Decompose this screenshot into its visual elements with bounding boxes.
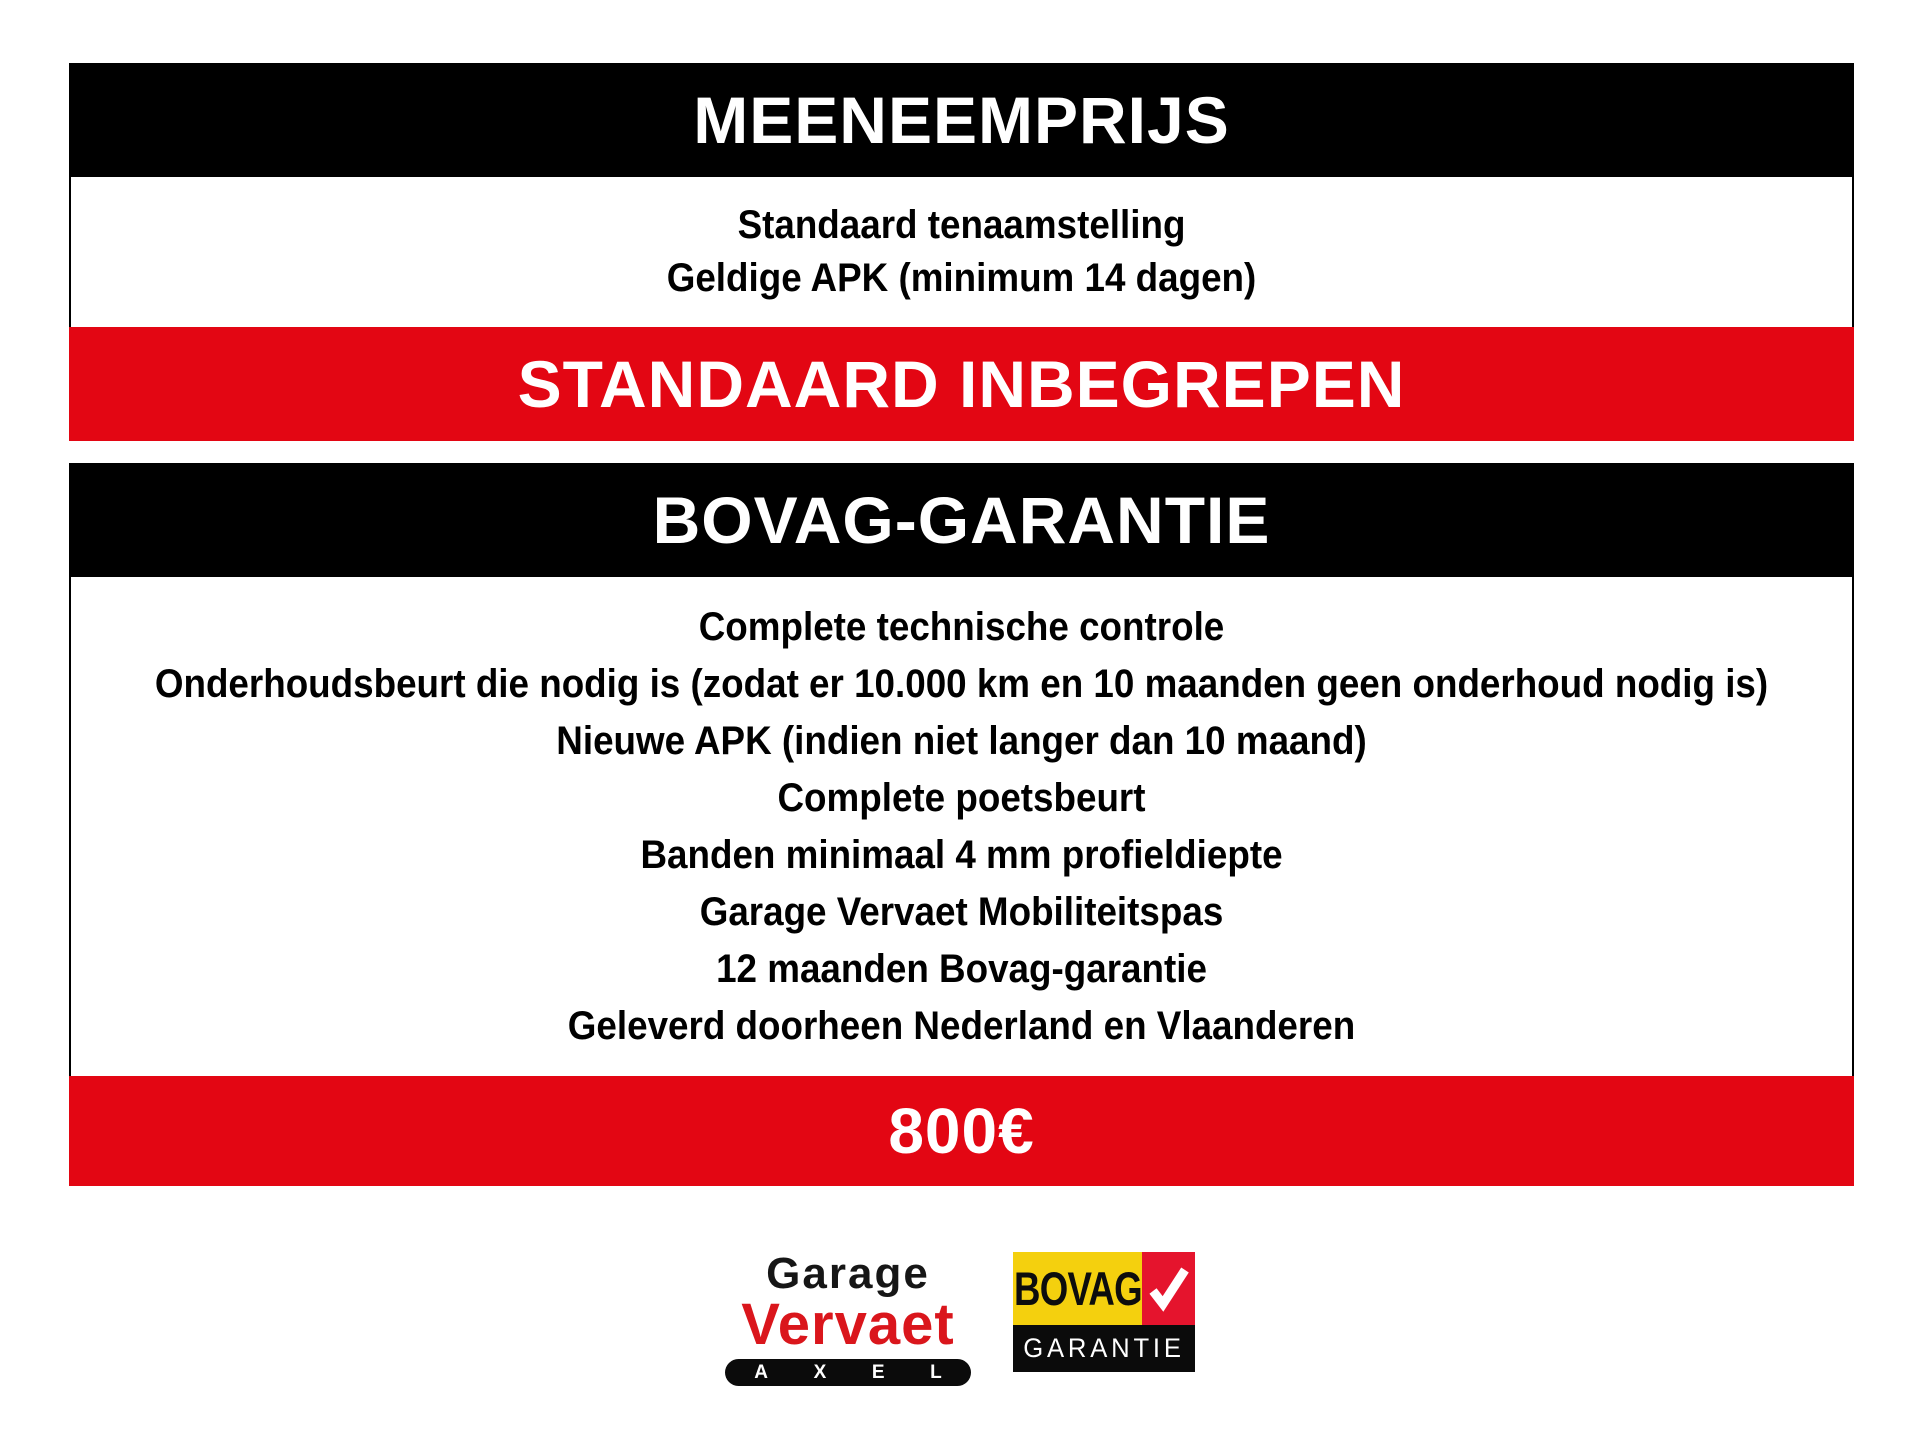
bovag-garantie-logo <box>1013 1252 1195 1372</box>
list-item: Complete poetsbeurt <box>777 775 1146 820</box>
list-item: Geleverd doorheen Nederland en Vlaanderen <box>567 1003 1356 1048</box>
bovag-garantie-title: BOVAG-GARANTIE <box>652 483 1271 557</box>
list-item: Complete technische controle <box>698 604 1225 649</box>
bovag-garantie-body <box>69 577 1854 1076</box>
meeneemprijs-section <box>69 63 1854 441</box>
bovag-garantie-section <box>69 463 1854 1186</box>
garage-vervaet-logo <box>725 1249 988 1386</box>
standaard-inbegrepen-banner <box>69 327 1854 441</box>
bovag-logo-top <box>1013 1252 1195 1325</box>
bovag-wordmark: BOVAG <box>1013 1262 1142 1315</box>
meeneemprijs-body <box>69 177 1854 327</box>
checkmark-icon <box>1148 1264 1190 1314</box>
bovag-garantie-header <box>69 463 1854 577</box>
bovag-logo-bottom <box>1013 1325 1195 1372</box>
list-item: Geldige APK (minimum 14 dagen) <box>666 256 1257 300</box>
list-item: Garage Vervaet Mobiliteitspas <box>699 889 1224 934</box>
garage-wordmark: Garage <box>766 1249 930 1298</box>
price-banner <box>69 1076 1854 1186</box>
logos-row <box>0 1249 1920 1386</box>
axel-badge <box>725 1359 988 1386</box>
standaard-inbegrepen-label: STANDAARD INBEGREPEN <box>517 347 1406 421</box>
vervaet-wordmark: Vervaet <box>741 1292 955 1357</box>
garantie-label: GARANTIE <box>1023 1333 1185 1363</box>
list-item: 12 maanden Bovag-garantie <box>716 946 1207 991</box>
bovag-yellow-cell <box>1013 1252 1142 1325</box>
price-label: 800€ <box>888 1095 1035 1167</box>
list-item: Banden minimaal 4 mm profieldiepte <box>640 832 1283 877</box>
list-item: Nieuwe APK (indien niet langer dan 10 maand) <box>556 718 1367 763</box>
meeneemprijs-title: MEENEEMPRIJS <box>693 83 1230 157</box>
list-item: Standaard tenaamstelling <box>737 203 1186 247</box>
meeneemprijs-header <box>69 63 1854 177</box>
axel-badge-label: AXEL <box>754 1362 988 1383</box>
list-item: Onderhoudsbeurt die nodig is (zodat er 10.000 km en 10 maanden geen onderhoud nodig is) <box>154 661 1769 706</box>
bovag-red-cell <box>1142 1252 1195 1325</box>
